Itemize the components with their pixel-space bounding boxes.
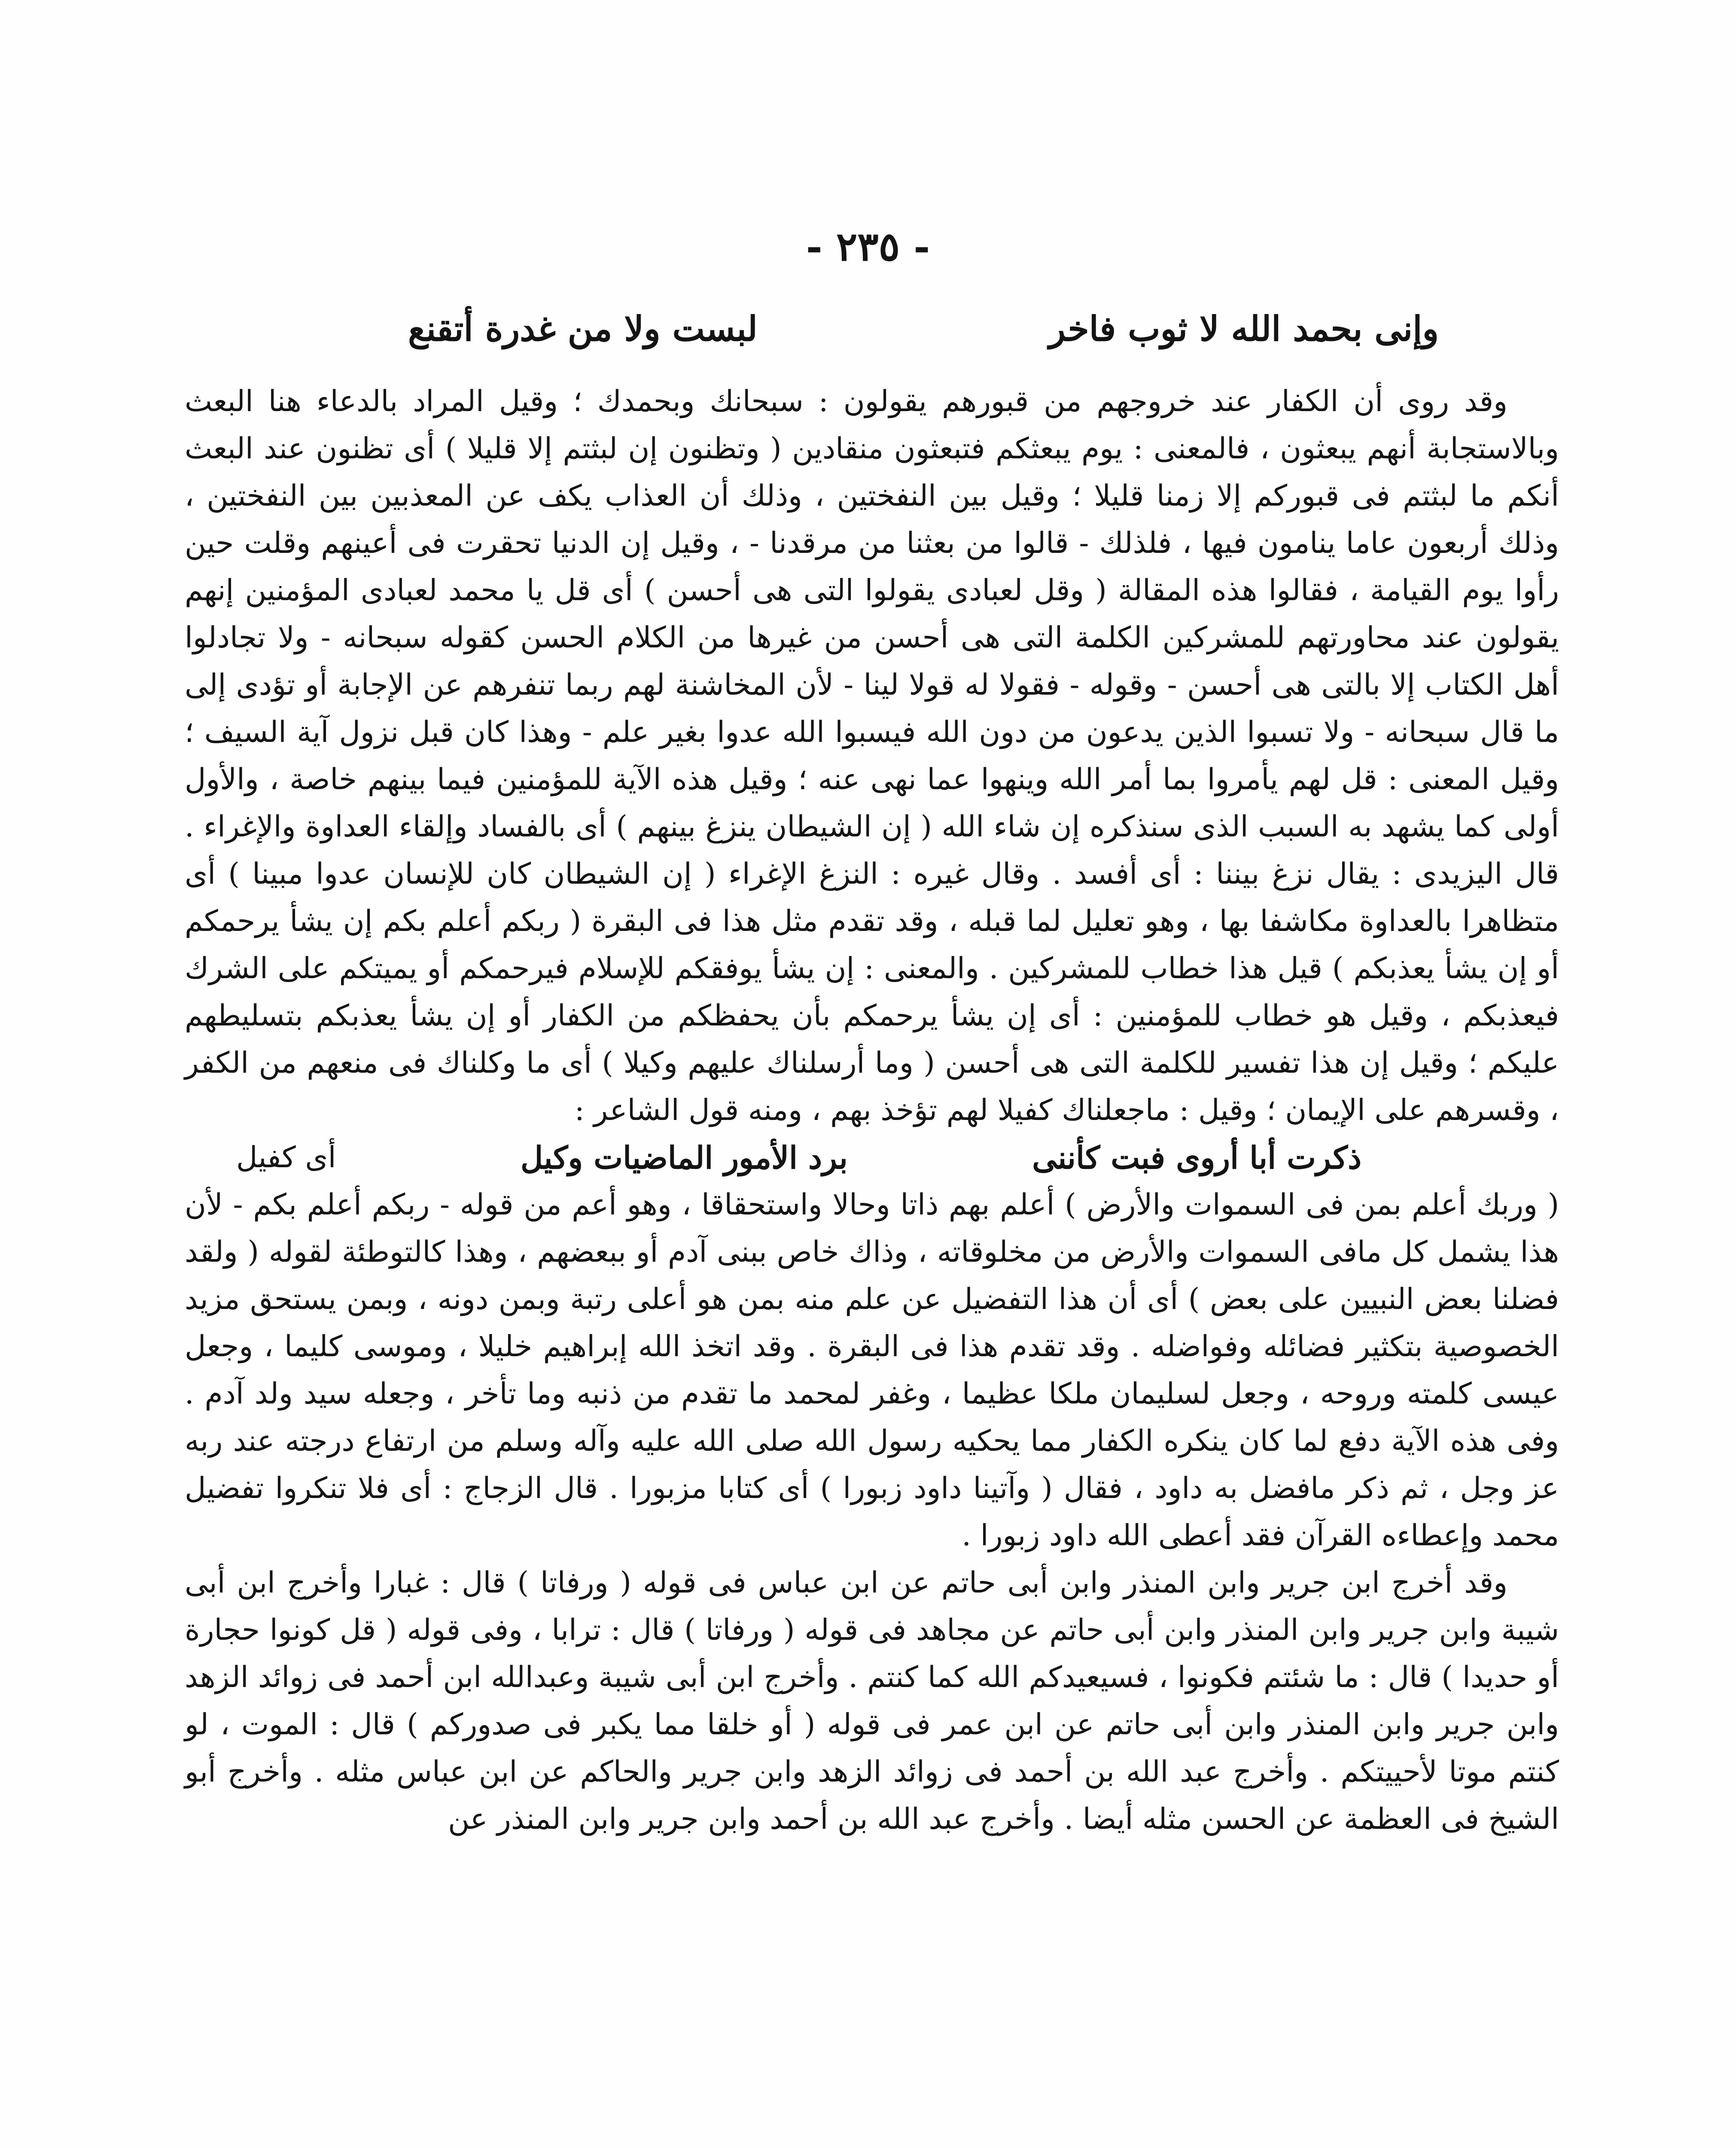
paragraph-3: وقد أخرج ابن جرير وابن المنذر وابن أبى حاتم عن ابن عباس فى قوله ( ورفاتا ) قال : غبارا وأخرج ابن أبى شيبة وابن جرير وابن المنذر وابن أبى حاتم عن مجاهد فى قوله ( ورفاتا ) قال : ترابا ، وفى قوله ( قل كونوا حجارة أو حديدا ) قال : ما شئتم فكونوا ، فسيعيدكم الله كما كنتم . وأخرج ابن أبى شيبة وعبدالله ابن أحمد فى زوائد الزهد وابن جرير وابن المنذر وابن أبى حاتم عن ابن عمر فى قوله ( أو خلقا مما يكبر فى صدوركم ) قال : الموت ، لو كنتم موتا لأحييتكم . وأخرج عبد الله بن أحمد فى زوائد الزهد وابن جرير والحاكم عن ابن عباس مثله . وأخرج أبو الشيخ فى العظمة عن الحسن مثله أيضا . وأخرج عبد الله بن أحمد وابن جرير وابن المنذر عن [185,1566,1559,1836]
poetry-verse-top [408,301,1439,357]
paragraph-1: وقد روى أن الكفار عند خروجهم من قبورهم يقولون : سبحانك وبحمدك ؛ وقيل المراد بالدعاء هنا البعث وبالاستجابة أنهم يبعثون ، فالمعنى : يوم يبعثكم فتبعثون منقادين ( وتظنون إن لبثتم إلا قليلا ) أى تظنون عند البعث أنكم ما لبثتم فى قبوركم إلا زمنا قليلا ؛ وقيل بين النفختين ، وذلك أن العذاب يكف عن المعذبين بين النفختين ، وذلك أربعون عاما ينامون فيها ، فلذلك - قالوا من بعثنا من مرقدنا - ، وقيل إن الدنيا تحقرت فى أعينهم وقلت حين رأوا يوم القيامة ، فقالوا هذه المقالة ( وقل لعبادى يقولوا التى هى أحسن ) أى قل يا محمد لعبادى المؤمنين إنهم يقولون عند محاورتهم للمشركين الكلمة التى هى أحسن من غيرها من الكلام الحسن كقوله سبحانه - ولا تجادلوا أهل الكتاب إلا بالتى هى أحسن - وقوله - فقولا له قولا لينا - لأن المخاشنة لهم ربما تنفرهم عن الإجابة أو تؤدى إلى ما قال سبحانه - ولا تسبوا الذين يدعون من دون الله فيسبوا الله عدوا بغير علم - وهذا كان قبل نزول آية السيف ؛ وقيل المعنى : قل لهم يأمروا بما أمر الله وينهوا عما نهى عنه ؛ وقيل هذه الآية للمؤمنين فيما بينهم خاصة ، والأول أولى كما يشهد به السبب الذى سنذكره إن شاء الله ( إن الشيطان ينزغ بينهم ) أى بالفساد وإلقاء العداوة والإغراء . قال اليزيدى : يقال نزغ بيننا : أى أفسد . وقال غيره : النزغ الإغراء ( إن الشيطان كان للإنسان عدوا مبينا ) أى متظاهرا بالعداوة مكاشفا بها ، وهو تعليل لما قبله ، وقد تقدم مثل هذا فى البقرة ( ربكم أعلم بكم إن يشأ يرحمكم أو إن يشأ يعذبكم ) قيل هذا خطاب للمشركين . والمعنى : إن يشأ يوفقكم للإسلام فيرحمكم أو يميتكم على الشرك فيعذبكم ، وقيل هو خطاب للمؤمنين : أى إن يشأ يرحمكم بأن يحفظكم من الكفار أو إن يشأ يعذبكم بتسليطهم عليكم ؛ وقيل إن هذا تفسير للكلمة التى هى أحسن ( وما أرسلناك عليهم وكيلا ) أى ما وكلناك فى منعهم من الكفر ، وقسرهم على الإيمان ؛ وقيل : ماجعلناك كفيلا لهم تؤخذ بهم ، ومنه قول الشاعر : [185,384,1559,1127]
poetry-verse-inline [185,1134,1559,1181]
paragraph-2: ( وربك أعلم بمن فى السموات والأرض ) أعلم بهم ذاتا وحالا واستحقاقا ، وهو أعم من قوله - ربكم أعلم بكم - لأن هذا يشمل كل مافى السموات والأرض من مخلوقاته ، وذاك خاص ببنى آدم أو ببعضهم ، وهذا كالتوطئة لقوله ( ولقد فضلنا بعض النبيين على بعض ) أى أن هذا التفضيل عن علم منه بمن هو أعلى رتبة وبمن دونه ، وبمن يستحق مزيد الخصوصية بتكثير فضائله وفواضله . وقد تقدم هذا فى البقرة . وقد اتخذ الله إبراهيم خليلا ، وموسى كليما ، وجعل عيسى كلمته وروحه ، وجعل لسليمان ملكا عظيما ، وغفر لمحمد ما تقدم من ذنبه وما تأخر ، وجعله سيد ولد آدم . وفى هذه الآية دفع لما كان ينكره الكفار مما يحكيه رسول الله صلى الله عليه وآله وسلم من ارتفاع درجته عند ربه عز وجل ، ثم ذكر مافضل به داود ، فقال ( وآتينا داود زبورا ) أى كتابا مزبورا . قال الزجاج : أى فلا تنكروا تفضيل محمد وإعطاءه القرآن فقد أعطى الله داود زبورا . [185,1188,1559,1553]
page-number: - ٢٣٥ - [806,223,930,270]
verse-inline-right: ذكرت أبا أروى فبت كأننى [1032,1139,1361,1176]
verse-hemistich-left: لبست ولا من غدرة أتقنع [408,308,758,349]
verse-hemistich-right: وإنى بحمد الله لا ثوب فاخر [1049,308,1439,349]
body-text [185,378,1559,1843]
verse-inline-note: أى كفيل [236,1141,336,1175]
verse-inline-left: برد الأمور الماضيات وكيل [520,1139,848,1176]
